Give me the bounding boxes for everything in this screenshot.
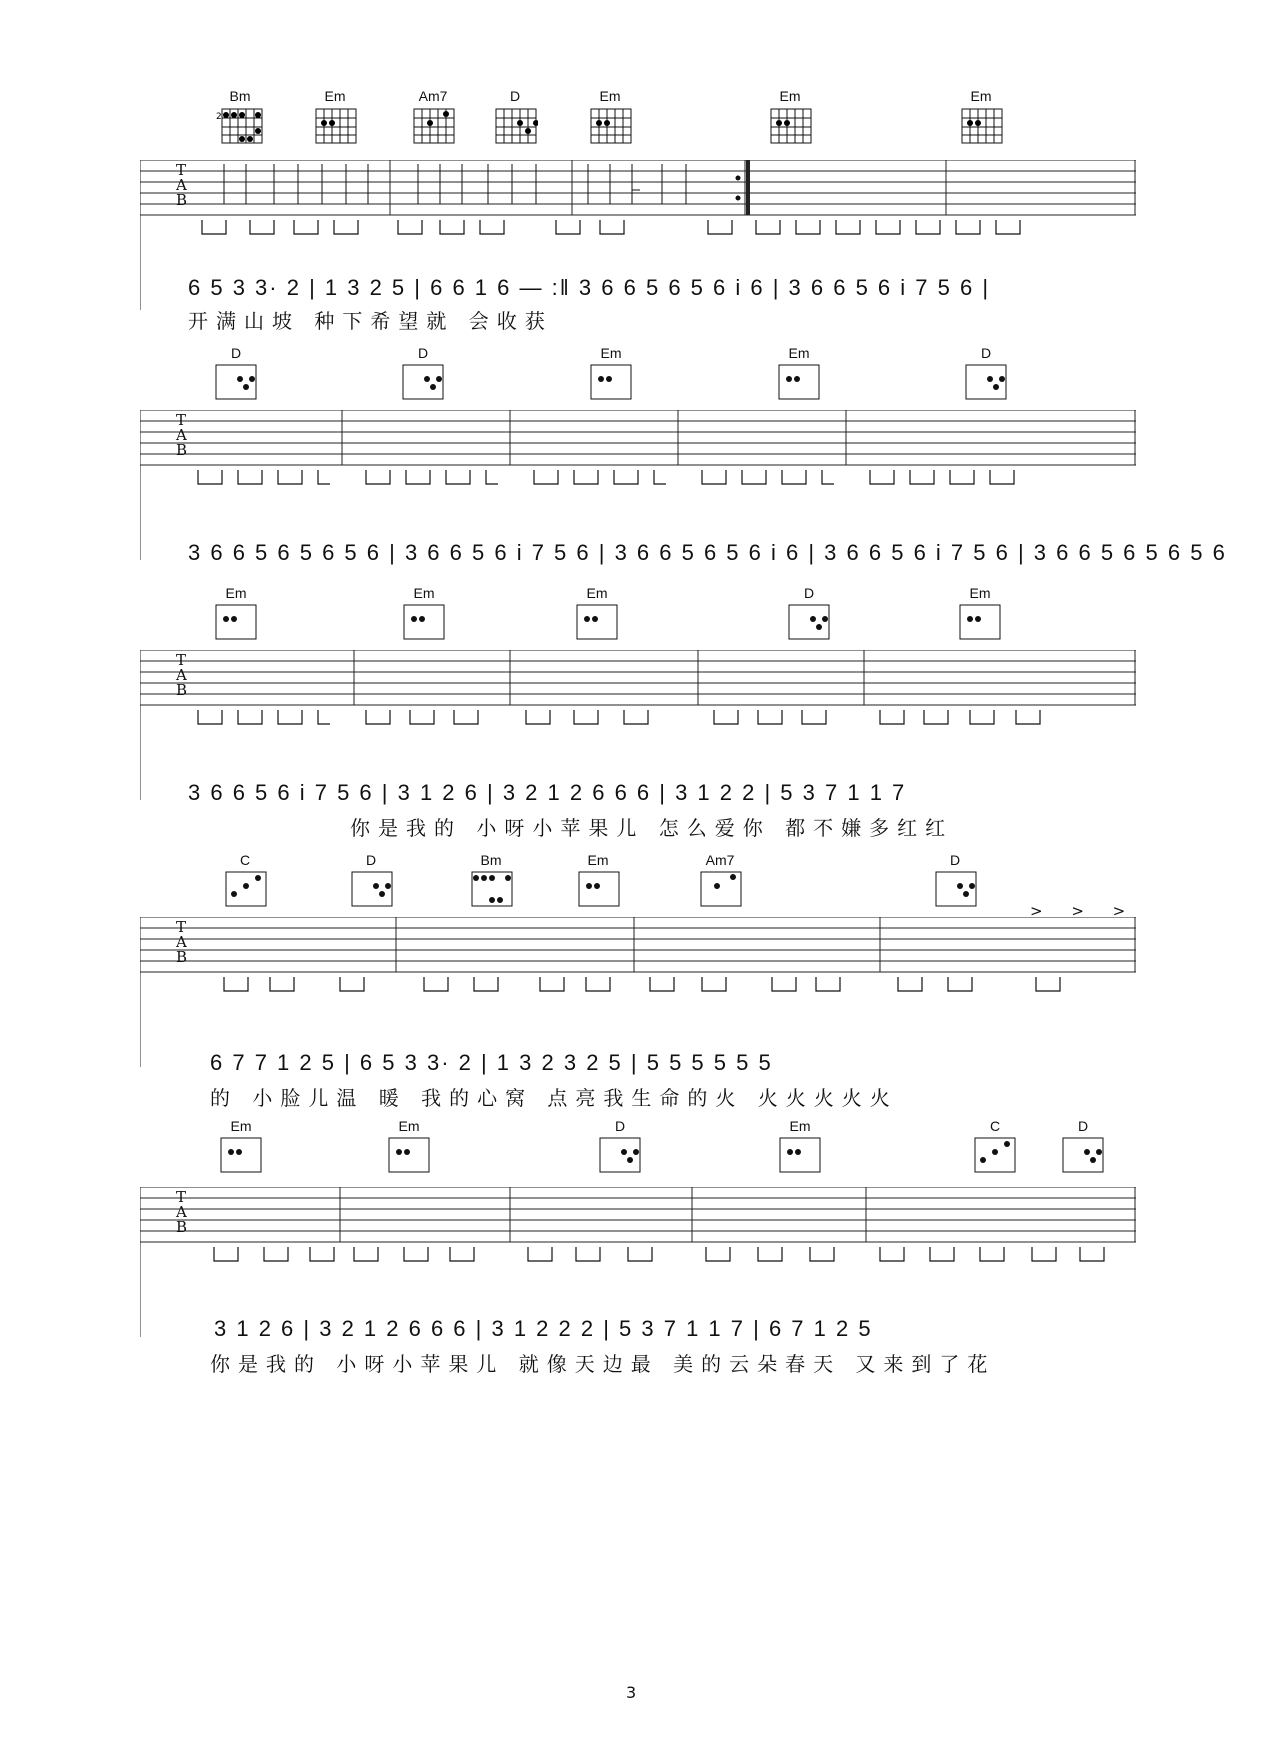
chord-grids-row bbox=[219, 1136, 1119, 1176]
chord-name: Bm bbox=[480, 852, 502, 868]
chord-name: D bbox=[803, 585, 815, 601]
chord-grid bbox=[960, 107, 1004, 145]
chord-name: Em bbox=[225, 585, 247, 601]
chord-name: Em bbox=[413, 585, 435, 601]
lyrics-line: 的 小脸儿温 暖 我的心窝 点亮我生命的火 火火火火火 bbox=[210, 1086, 898, 1110]
chord-grid bbox=[314, 107, 358, 145]
chord-name: Em bbox=[324, 88, 346, 104]
tab-staff bbox=[140, 650, 1136, 800]
chord-name: Em bbox=[970, 88, 992, 104]
lyrics-line: 开满山坡 种下希望就 会收获 bbox=[188, 309, 553, 333]
chord-name: D bbox=[230, 345, 242, 361]
jianpu-notation: 3 6 6 5 6 5 6 5 6 | 3 6 6 5 6 i 7 5 6 | 3 6 6 5 6 5 6 i 6 | 3 6 6 5 6 i 7 5 6 | 3 6 6 5 6 5 6 5 6 bbox=[188, 540, 1227, 565]
accent-marks: > > > bbox=[1030, 902, 1138, 920]
tab-label: T A B bbox=[176, 1188, 188, 1236]
chord-name: D bbox=[1077, 1118, 1089, 1134]
chord-name: Em bbox=[230, 1118, 252, 1134]
chord-name: Em bbox=[398, 1118, 420, 1134]
chord-name: D bbox=[614, 1118, 626, 1134]
chord-name: Am7 bbox=[705, 852, 735, 868]
jianpu-notation: 6 5 3 3· 2 | 1 3 2 5 | 6 6 1 6 — :‖ 3 6 6 5 6 5 6 i 6 | 3 6 6 5 6 i 7 5 6 | bbox=[188, 275, 991, 300]
tab-label: T A B bbox=[176, 411, 188, 459]
tab-staff bbox=[140, 410, 1136, 560]
chord-name: D bbox=[949, 852, 961, 868]
chord-name: Em bbox=[600, 345, 622, 361]
jianpu-notation: 6 7 7 1 2 5 | 6 5 3 3· 2 | 1 3 2 3 2 5 | 5 5 5 5 5 5 bbox=[210, 1050, 773, 1075]
chord-name: D bbox=[365, 852, 377, 868]
chord-name: Bm bbox=[229, 88, 251, 104]
chord-name: D bbox=[417, 345, 429, 361]
jianpu-notation: 3 1 2 6 | 3 2 1 2 6 6 6 | 3 1 2 2 2 | 5 3 7 1 1 7 | 6 7 1 2 5 bbox=[214, 1316, 873, 1341]
tab-staff bbox=[140, 1187, 1136, 1337]
chord-grid bbox=[494, 107, 538, 145]
lyrics-line: 你是我的 小呀小苹果儿 就像天边最 美的云朵春天 又来到了花 bbox=[210, 1352, 996, 1376]
chord-name: Em bbox=[779, 88, 801, 104]
page-number: 3 bbox=[626, 1683, 637, 1702]
chord-grid bbox=[769, 107, 813, 145]
chord-name: D bbox=[509, 88, 521, 104]
chord-name: Em bbox=[969, 585, 991, 601]
chord-name: C bbox=[989, 1118, 1001, 1134]
lyrics-line: 你是我的 小呀小苹果儿 怎么爱你 都不嫌多红红 bbox=[350, 816, 954, 840]
chord-name: Em bbox=[789, 1118, 811, 1134]
chord-name: Em bbox=[599, 88, 621, 104]
tab-staff bbox=[140, 917, 1136, 1067]
tab-label: T A B bbox=[176, 651, 188, 699]
chord-name: Em bbox=[587, 852, 609, 868]
chord-grids-row bbox=[214, 603, 1034, 643]
jianpu-notation: 3 6 6 5 6 i 7 5 6 | 3 1 2 6 | 3 2 1 2 6 6 6 | 3 1 2 2 | 5 3 7 1 1 7 bbox=[188, 780, 907, 805]
chord-name: Am7 bbox=[418, 88, 448, 104]
chord-name: D bbox=[980, 345, 992, 361]
svg-text:2: 2 bbox=[216, 112, 222, 122]
chord-name: C bbox=[239, 852, 251, 868]
chord-grid bbox=[589, 107, 633, 145]
chord-grids-row bbox=[224, 870, 1024, 910]
tab-label: T A B bbox=[176, 161, 188, 209]
chord-grid bbox=[412, 107, 456, 145]
chord-grids-row bbox=[214, 363, 1034, 403]
chord-name: Em bbox=[586, 585, 608, 601]
chord-name: Em bbox=[788, 345, 810, 361]
chord-grid bbox=[216, 107, 266, 145]
tab-label: T A B bbox=[176, 918, 188, 966]
